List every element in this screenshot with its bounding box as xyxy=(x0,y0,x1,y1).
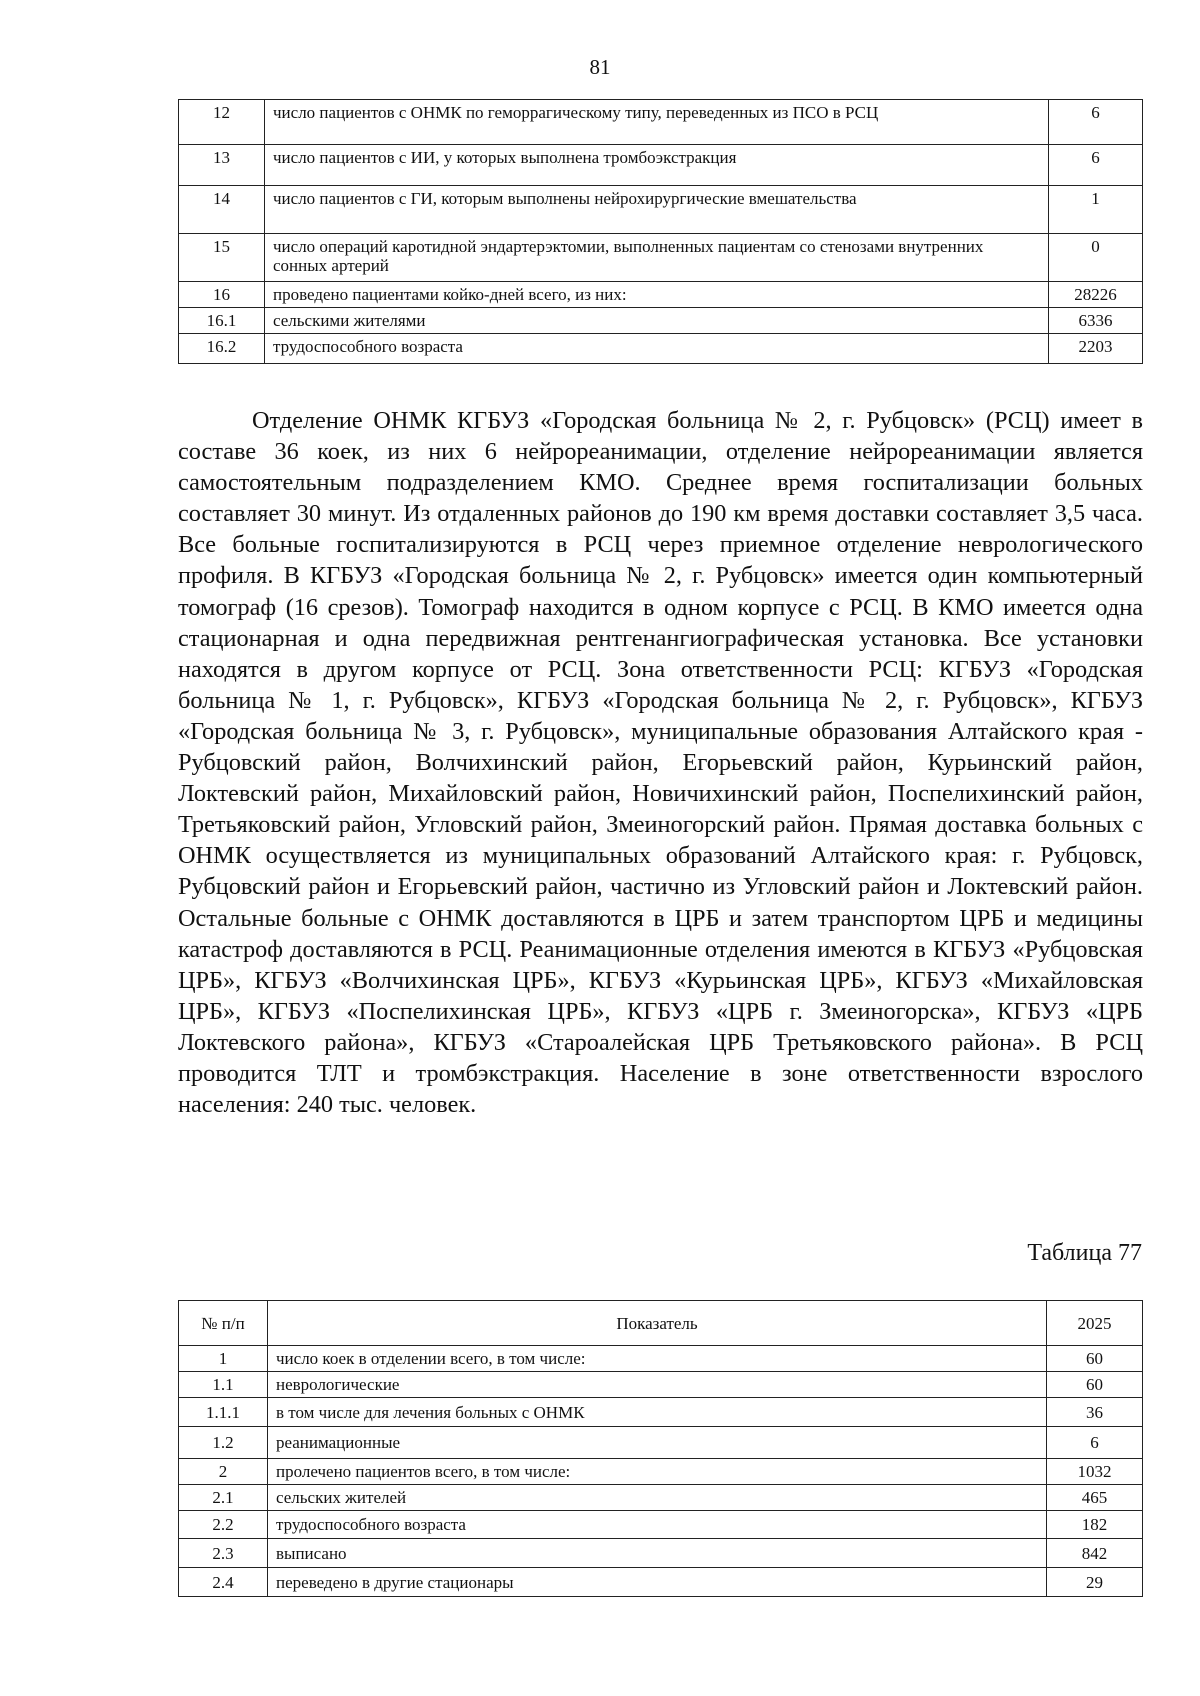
row-label: число коек в отделении всего, в том числе: xyxy=(268,1346,1047,1372)
body-paragraph: Отделение ОНМК КГБУЗ «Городская больница № 2, г. Рубцовск» (РСЦ) имеет в составе 36 коек, из них 6 нейрореанимации, отделение нейрореанимации является самостоятельным подразделением КМО. Среднее время госпитализации больных составляет 30 минут. Из отдаленных районов до 190 км время доставки составляет 3,5 часа. Все больные госпитализируются в РСЦ через приемное отделение неврологического профиля. В КГБУЗ «Городская больница № 2, г. Рубцовск» имеется один компьютерный томограф (16 срезов). Томограф находится в одном корпусе с РСЦ. В КМО имеется одна стационарная и одна передвижная рентгенангиографическая установка. Все установки находятся в другом корпусе от РСЦ. Зона ответственности РСЦ: КГБУЗ «Городская больница № 1, г. Рубцовск», КГБУЗ «Городская больница № 2, г. Рубцовск», КГБУЗ «Городская больница № 3, г. Рубцовск», муниципальные образования Алтайского края - Рубцовский район, Волчихинский район, Егорьевский район, Курьинский район, Локтевский район, Михайловский район, Новичихинский район, Поспелихинский район, Третьяковский район, Угловский район, Змеиногорский район. Прямая доставка больных с ОНМК осуществляется из муниципальных образований Алтайского края: г. Рубцовск, Рубцовский район и Егорьевский район, частично из Угловский район и Локтевский район. Остальные больные с ОНМК доставляются в ЦРБ и затем транспортом ЦРБ и медицины катастроф доставляются в РСЦ. Реанимационные отделения имеются в КГБУЗ «Рубцовская ЦРБ», КГБУЗ «Волчихинская ЦРБ», КГБУЗ «Курьинская ЦРБ», КГБУЗ «Михайловская ЦРБ», КГБУЗ «Поспелихинская ЦРБ», КГБУЗ «ЦРБ г. Змеиногорска», КГБУЗ «ЦРБ Локтевского района», КГБУЗ «Староалейская ЦРБ Третьяковского района». В РСЦ проводится ТЛТ и тромбэкстракция. Население в зоне ответственности взрослого населения: 240 тыс. человек. xyxy=(178,407,1143,1119)
row-number: 2.3 xyxy=(179,1539,268,1568)
row-label: трудоспособного возраста xyxy=(265,334,1049,364)
table-row xyxy=(179,334,1143,364)
row-value: 6 xyxy=(1049,100,1143,145)
table-row xyxy=(179,1459,1143,1485)
row-number: 2 xyxy=(179,1459,268,1485)
column-header-year: 2025 xyxy=(1047,1301,1143,1346)
indicator-table-77 xyxy=(178,1300,1143,1597)
table-caption: Таблица 77 xyxy=(1027,1240,1142,1266)
table-row xyxy=(179,1427,1143,1459)
row-number: 1.1.1 xyxy=(179,1398,268,1427)
table-row xyxy=(179,308,1143,334)
row-number: 12 xyxy=(179,100,265,145)
row-value: 182 xyxy=(1047,1511,1143,1539)
row-label: реанимационные xyxy=(268,1427,1047,1459)
table-row xyxy=(179,282,1143,308)
row-label: проведено пациентами койко-дней всего, из них: xyxy=(265,282,1049,308)
row-label: число пациентов с ОНМК по геморрагическому типу, переведенных из ПСО в РСЦ xyxy=(265,100,1049,145)
row-number: 16 xyxy=(179,282,265,308)
row-value: 60 xyxy=(1047,1346,1143,1372)
row-number: 16.1 xyxy=(179,308,265,334)
table-row xyxy=(179,234,1143,282)
row-label: неврологические xyxy=(268,1372,1047,1398)
row-value: 0 xyxy=(1049,234,1143,282)
table-row xyxy=(179,1568,1143,1597)
row-label: число пациентов с ГИ, которым выполнены нейрохирургические вмешательства xyxy=(265,186,1049,234)
table-row xyxy=(179,1398,1143,1427)
table-row xyxy=(179,145,1143,186)
row-number: 2.4 xyxy=(179,1568,268,1597)
row-value: 465 xyxy=(1047,1485,1143,1511)
row-value: 2203 xyxy=(1049,334,1143,364)
row-label: переведено в другие стационары xyxy=(268,1568,1047,1597)
table-row xyxy=(179,1346,1143,1372)
table-row xyxy=(179,186,1143,234)
row-value: 6 xyxy=(1049,145,1143,186)
row-value: 36 xyxy=(1047,1398,1143,1427)
table-row xyxy=(179,1372,1143,1398)
table-row xyxy=(179,100,1143,145)
row-number: 1.2 xyxy=(179,1427,268,1459)
row-number: 15 xyxy=(179,234,265,282)
table-row xyxy=(179,1511,1143,1539)
row-label: сельских жителей xyxy=(268,1485,1047,1511)
row-label: число пациентов с ИИ, у которых выполнена тромбоэкстракция xyxy=(265,145,1049,186)
row-number: 2.1 xyxy=(179,1485,268,1511)
row-number: 1.1 xyxy=(179,1372,268,1398)
table-header-row xyxy=(179,1301,1143,1346)
row-value: 842 xyxy=(1047,1539,1143,1568)
row-label: трудоспособного возраста xyxy=(268,1511,1047,1539)
row-number: 2.2 xyxy=(179,1511,268,1539)
row-label: сельскими жителями xyxy=(265,308,1049,334)
indicator-table-continued xyxy=(178,99,1143,364)
row-value: 6 xyxy=(1047,1427,1143,1459)
table-row xyxy=(179,1539,1143,1568)
row-label: число операций каротидной эндартерэктомии, выполненных пациентам со стенозами внутренних сонных артерий xyxy=(265,234,1049,282)
row-value: 6336 xyxy=(1049,308,1143,334)
row-value: 1 xyxy=(1049,186,1143,234)
row-number: 14 xyxy=(179,186,265,234)
row-number: 13 xyxy=(179,145,265,186)
row-value: 28226 xyxy=(1049,282,1143,308)
table-row xyxy=(179,1485,1143,1511)
row-number: 16.2 xyxy=(179,334,265,364)
row-label: в том числе для лечения больных с ОНМК xyxy=(268,1398,1047,1427)
row-value: 29 xyxy=(1047,1568,1143,1597)
column-header-number: № п/п xyxy=(179,1301,268,1346)
row-value: 60 xyxy=(1047,1372,1143,1398)
page-number: 81 xyxy=(589,55,611,79)
row-label: пролечено пациентов всего, в том числе: xyxy=(268,1459,1047,1485)
column-header-indicator: Показатель xyxy=(268,1301,1047,1346)
row-value: 1032 xyxy=(1047,1459,1143,1485)
row-label: выписано xyxy=(268,1539,1047,1568)
row-number: 1 xyxy=(179,1346,268,1372)
